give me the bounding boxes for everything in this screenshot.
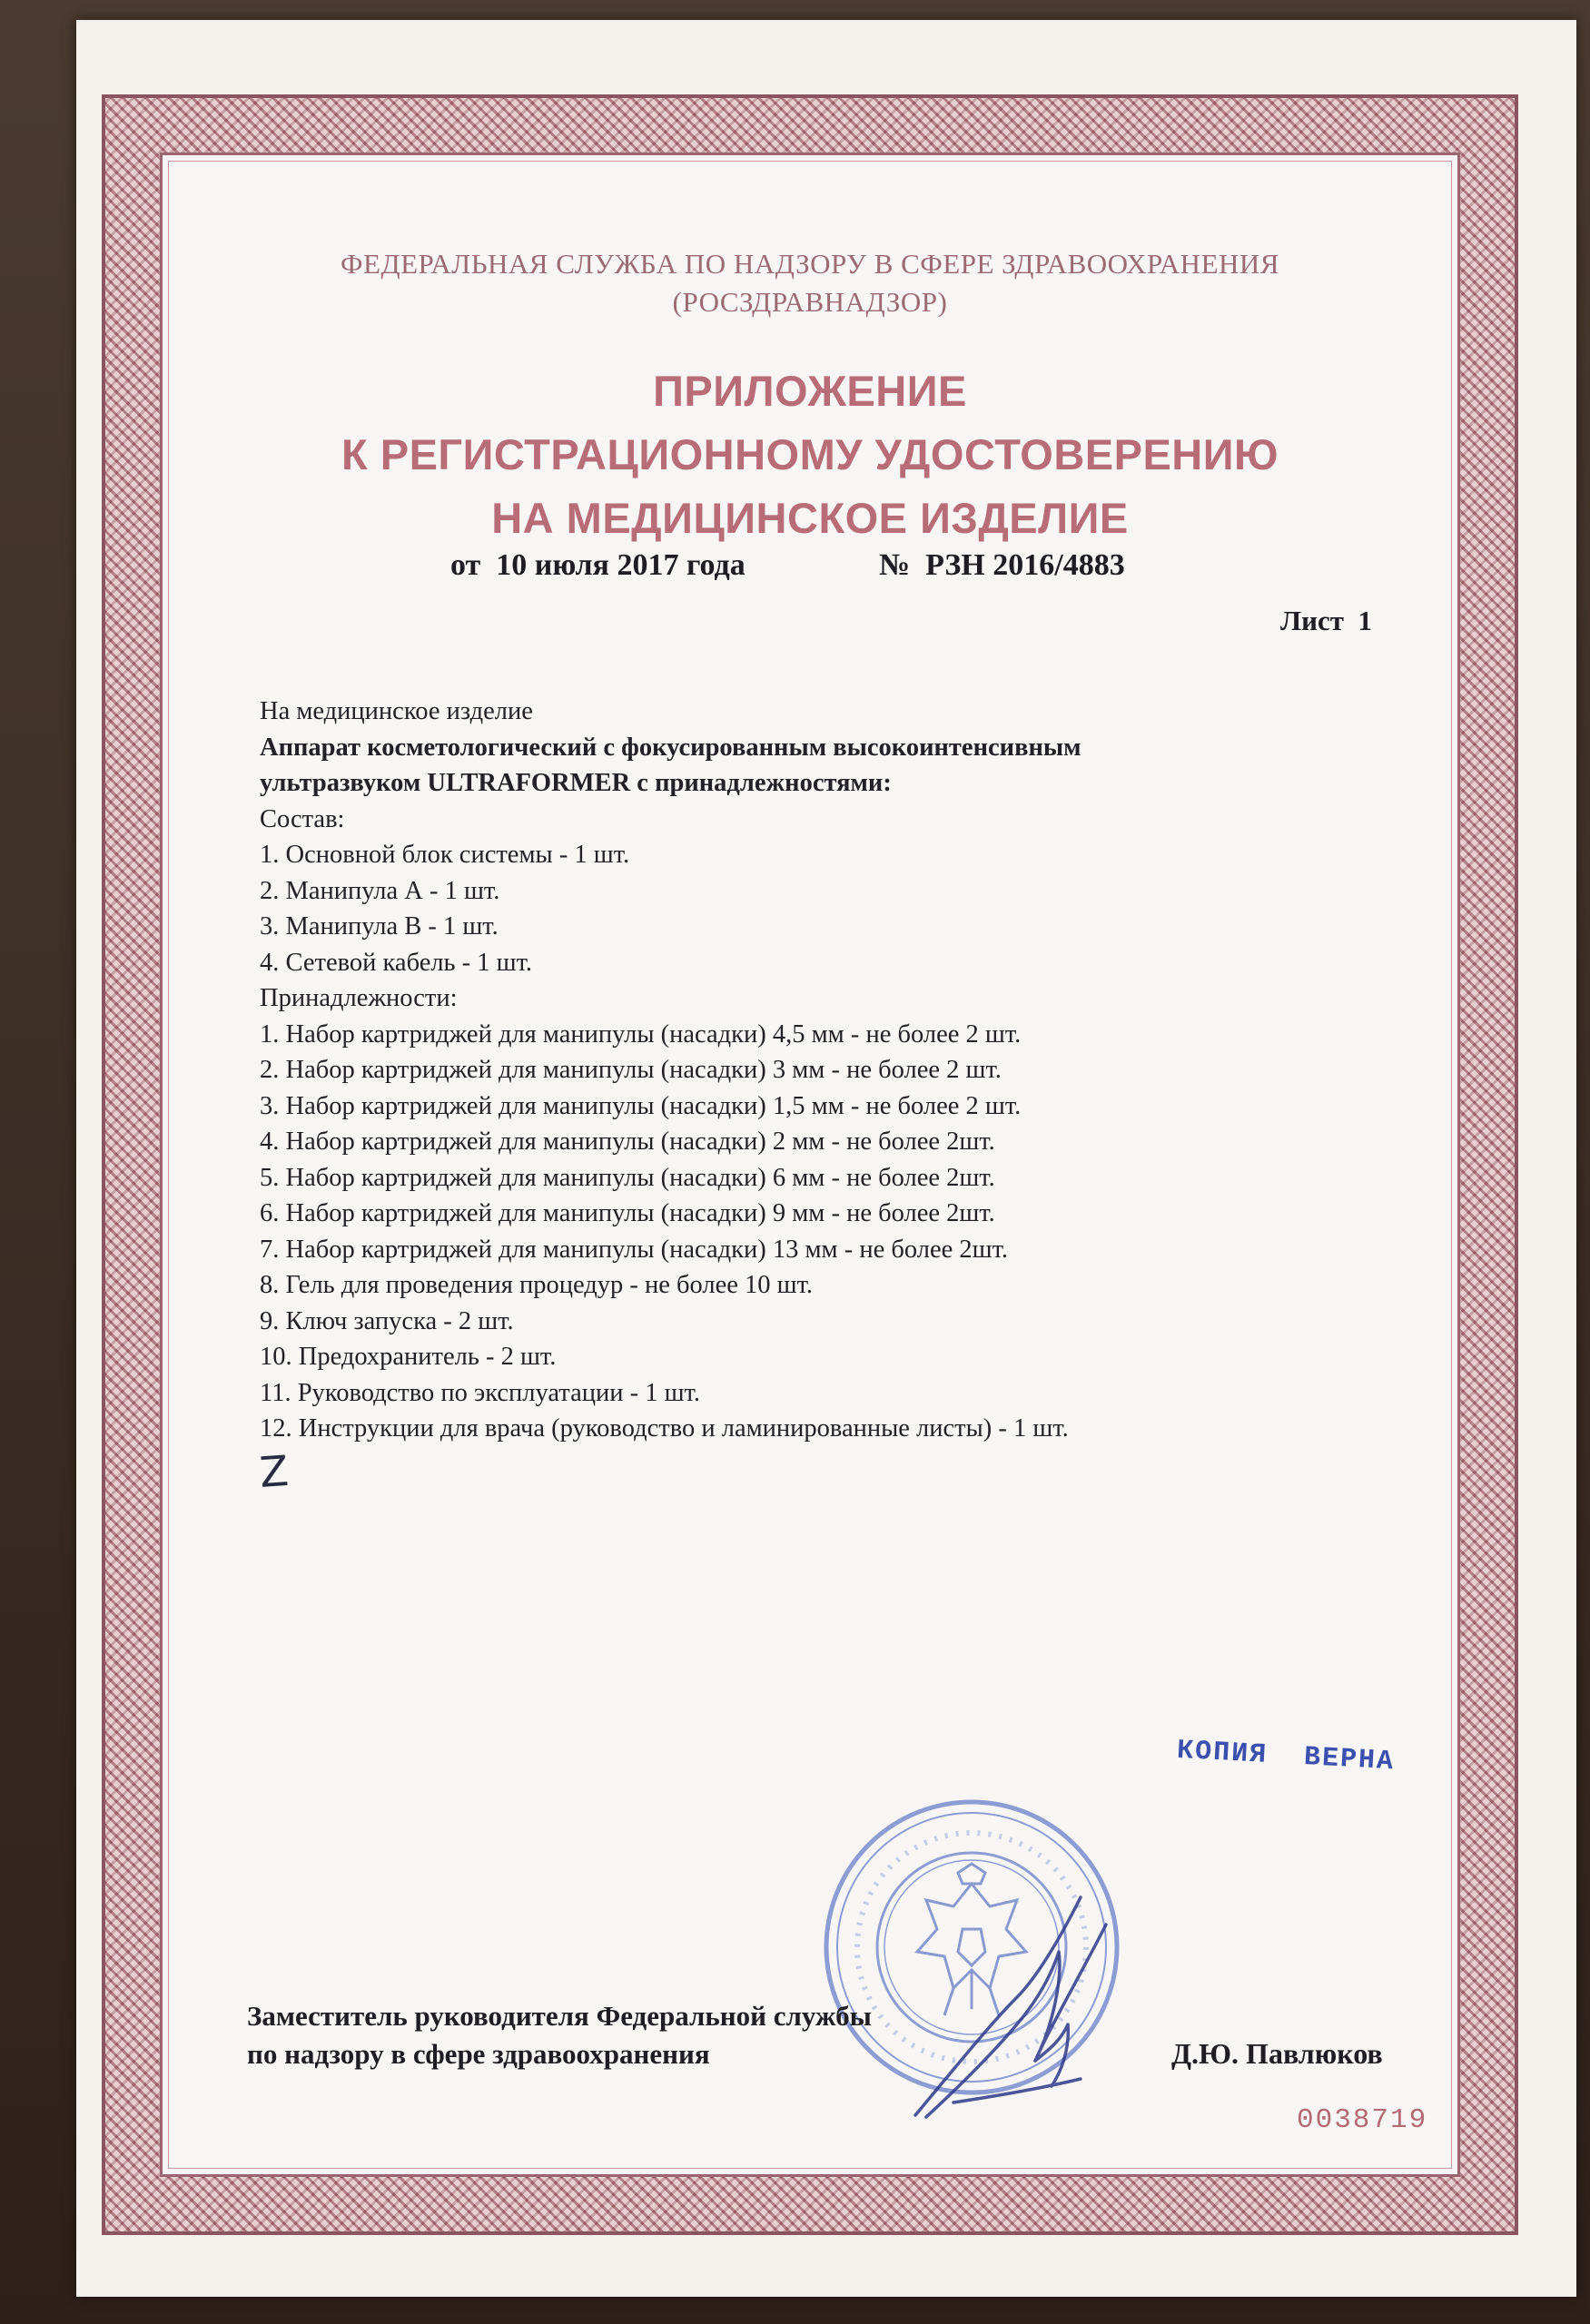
issue-date: от 10 июля 2017 года [450,548,746,582]
position-line2: по надзору в сфере здравоохранения [247,2038,710,2070]
position-line1: Заместитель руководителя Федеральной службы [247,2000,872,2032]
list-item: 1. Набор картриджей для манипулы (насадки) 4,5 мм - не более 2 шт. [260,1019,1022,1049]
list-item: 2. Набор картриджей для манипулы (насадки) 3 мм - не более 2 шт. [260,1056,1002,1084]
composition-list [260,837,1304,980]
signatory-position [247,1997,872,2073]
list-item: 2. Манипула А - 1 шт. [260,876,500,905]
agency-name [160,245,1460,321]
title-line1: ПРИЛОЖЕНИЕ [653,367,967,415]
document-title [160,359,1460,550]
signer-name: Д.Ю. Павлюков [1171,2037,1383,2070]
intro-text: На медицинское изделие [260,697,533,725]
list-item: 5. Набор картриджей для манипулы (насадки) 6 мм - не более 2шт. [260,1163,995,1192]
registration-number: № РЗН 2016/4883 [879,548,1125,582]
agency-name-line1: ФЕДЕРАЛЬНАЯ СЛУЖБА ПО НАДЗОРУ В СФЕРЕ ЗДРАВООХРАНЕНИЯ [341,248,1279,280]
agency-name-line2: (РОСЗДРАВНАДЗОР) [672,286,948,318]
signature-icon [899,1888,1135,2124]
list-item: 8. Гель для проведения процедур - не более 10 шт. [260,1271,814,1299]
composition-heading: Состав: [260,804,345,833]
list-item: 3. Набор картриджей для манипулы (насадки) 1,5 мм - не более 2 шт. [260,1091,1022,1120]
title-line3: НА МЕДИЦИНСКОЕ ИЗДЕЛИЕ [491,494,1129,542]
handwritten-mark: Z [258,1445,291,1498]
list-item: 6. Набор картриджей для манипулы (насадки) 9 мм - не более 2шт. [260,1199,995,1227]
list-item: 7. Набор картриджей для манипулы (насадки) 13 мм - не более 2шт. [260,1235,1009,1264]
document-body [260,694,1304,1447]
list-item: 9. Ключ запуска - 2 шт. [260,1306,514,1335]
list-item: 10. Предохранитель - 2 шт. [260,1343,557,1371]
sheet-number: Лист 1 [1280,605,1372,636]
form-serial-number: 0038719 [1297,2104,1428,2136]
accessories-list [260,1017,1304,1447]
title-line2: К РЕГИСТРАЦИОННОМУ УДОСТОВЕРЕНИЮ [341,430,1279,478]
copy-certified-stamp: КОПИЯ ВЕРНА [1176,1735,1396,1778]
list-item: 4. Сетевой кабель - 1 шт. [260,948,533,977]
device-name-line2: ультразвуком ULTRAFORMER с принадлежностями: [260,769,892,797]
list-item: 3. Манипула В - 1 шт. [260,912,499,940]
list-item: 1. Основной блок системы - 1 шт. [260,841,630,869]
list-item: 4. Набор картриджей для манипулы (насадки) 2 мм - не более 2шт. [260,1128,995,1156]
list-item: 12. Инструкции для врача (руководство и ламинированные листы) - 1 шт. [260,1414,1069,1443]
accessories-heading: Принадлежности: [260,984,458,1012]
device-name-line1: Аппарат косметологический с фокусированным высокоинтенсивным [260,733,1081,762]
list-item: 11. Руководство по эксплуатации - 1 шт. [260,1378,700,1407]
